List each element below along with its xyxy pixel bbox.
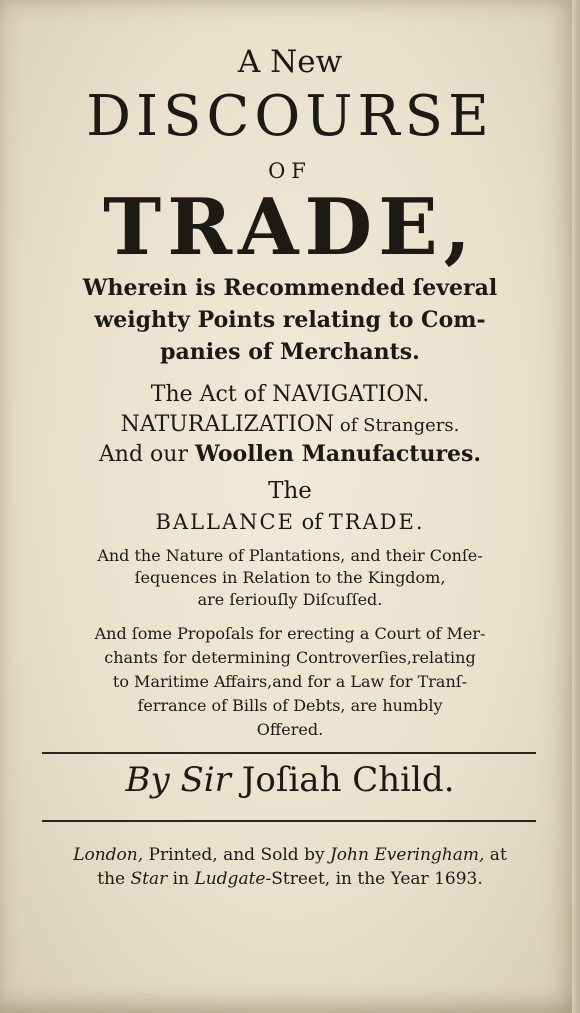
- nature-line-1: And the Nature of Plantations, and their Conſe-: [97, 546, 483, 565]
- proposal-line-5: Offered.: [256, 720, 324, 739]
- imprint-line-1: [0, 845, 580, 865]
- woollen-prefix: And our: [98, 442, 195, 467]
- title-of: OF: [268, 159, 312, 183]
- imprint-in: in: [167, 869, 195, 889]
- imprint-printer: John Everingham,: [329, 845, 485, 865]
- title-a-new: A New: [237, 44, 343, 80]
- navigation-line: [0, 382, 580, 407]
- the-line: The: [268, 478, 312, 504]
- ballance-line: [0, 510, 580, 534]
- divider-top: [42, 752, 536, 754]
- navigation-word: NAVIGATION.: [272, 382, 430, 407]
- woollen-words: Woollen Manufactures.: [194, 441, 482, 467]
- nature-line-3: are ſeriouſly Diſcuſſed.: [197, 590, 383, 609]
- subtitle-line-3-text: panies of: [160, 339, 281, 365]
- woollen-line: [0, 441, 580, 467]
- title-discourse: DISCOURSE: [86, 84, 494, 149]
- nature-line-2: ſequences in Relation to the Kingdom,: [134, 568, 446, 587]
- proposal-line-2: chants for determining Controverſies,relating: [104, 648, 476, 667]
- divider-bottom: [42, 820, 536, 822]
- imprint-year: -Street, in the Year 1693.: [265, 869, 483, 889]
- subtitle-line-3: [0, 339, 580, 365]
- proposal-line-1: And ſome Propoſals for erecting a Court of Mer-: [94, 624, 486, 643]
- naturalization-line: [0, 412, 580, 437]
- naturalization-word: NATURALIZATION: [120, 412, 335, 437]
- imprint-ludgate: Ludgate: [194, 869, 266, 889]
- imprint-the: the: [97, 869, 131, 889]
- imprint-printed: Printed, and Sold by: [143, 845, 330, 865]
- author-line: [0, 760, 580, 800]
- ballance-of: of: [294, 510, 329, 534]
- imprint-city: London,: [73, 845, 144, 865]
- subtitle-line-2: weighty Points relating to Com-: [94, 307, 486, 333]
- naturalization-suffix: of Strangers.: [334, 415, 460, 436]
- imprint-star: Star: [130, 869, 168, 889]
- imprint-line-2: [0, 869, 580, 889]
- title-trade: TRADE,: [103, 182, 477, 273]
- imprint-at: at: [484, 845, 507, 865]
- ballance-word: BALLANCE: [155, 510, 295, 534]
- author-prefix: By Sir: [125, 760, 242, 800]
- author-name: Joſiah Child.: [241, 760, 455, 800]
- merchants-word: Merchants.: [280, 339, 420, 365]
- proposal-line-4: ferrance of Bills of Debts, are humbly: [137, 696, 443, 715]
- navigation-prefix: The Act of: [150, 382, 273, 407]
- ballance-trade: TRADE.: [328, 510, 425, 534]
- subtitle-line-1: Wherein is Recommended ſeveral: [82, 275, 498, 301]
- proposal-line-3: to Maritime Affairs,and for a Law for Tranſ-: [112, 672, 468, 691]
